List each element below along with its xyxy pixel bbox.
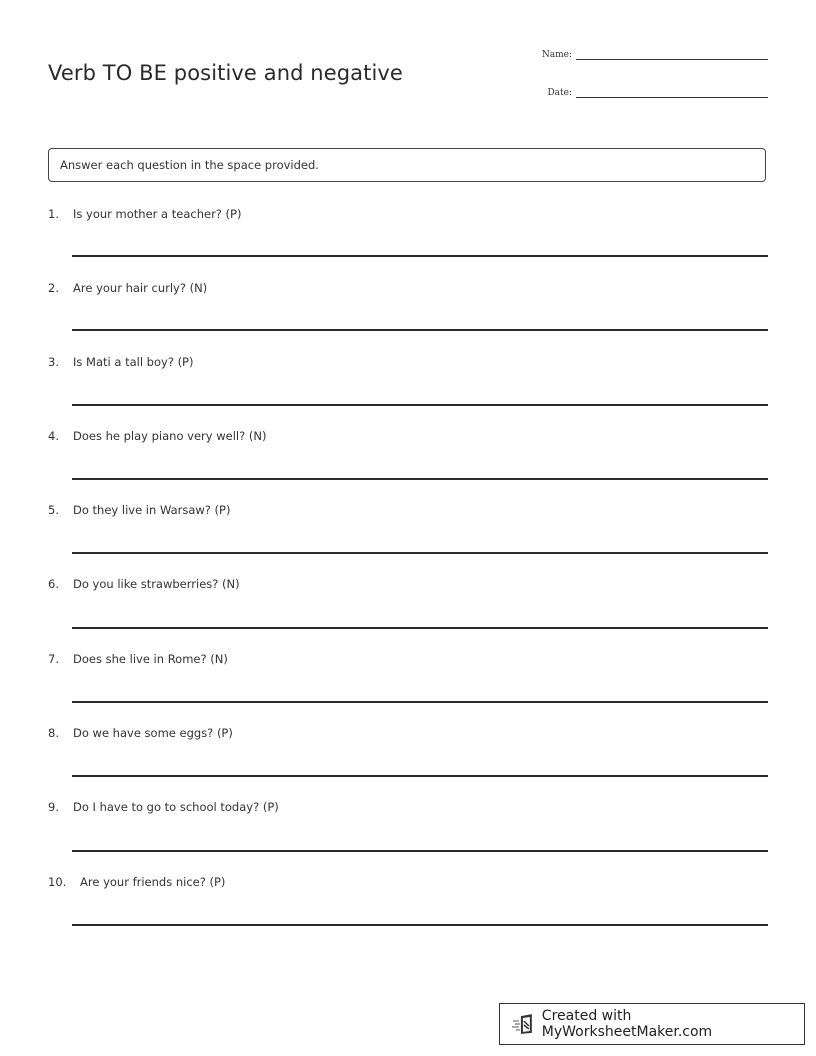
question-text: Do I have to go to school today? (P) xyxy=(73,800,279,814)
question-8 xyxy=(48,726,233,740)
question-number: 10. xyxy=(48,875,67,889)
question-5 xyxy=(48,503,230,517)
question-text: Is your mother a teacher? (P) xyxy=(73,207,242,221)
question-text: Are your hair curly? (N) xyxy=(73,281,208,295)
question-number: 3. xyxy=(48,355,59,369)
question-number: 4. xyxy=(48,429,59,443)
date-field[interactable] xyxy=(547,88,768,98)
question-10 xyxy=(48,875,225,889)
name-line[interactable] xyxy=(576,58,768,60)
date-label: Date: xyxy=(547,88,572,98)
question-text: Are your friends nice? (P) xyxy=(80,875,226,889)
question-1 xyxy=(48,207,241,221)
question-text: Does he play piano very well? (N) xyxy=(73,429,267,443)
question-text: Do we have some eggs? (P) xyxy=(73,726,233,740)
badge-text: Created with MyWorksheetMaker.com xyxy=(541,1008,713,1040)
question-number: 7. xyxy=(48,652,59,666)
question-text: Does she live in Rome? (N) xyxy=(73,652,228,666)
name-field[interactable] xyxy=(542,50,768,60)
question-number: 9. xyxy=(48,800,59,814)
instructions-text: Answer each question in the space provided. xyxy=(60,158,319,172)
question-number: 8. xyxy=(48,726,59,740)
answer-line-5[interactable] xyxy=(72,552,768,554)
question-text: Is Mati a tall boy? (P) xyxy=(73,355,194,369)
question-2 xyxy=(48,281,207,295)
answer-line-9[interactable] xyxy=(72,850,768,852)
answer-line-1[interactable] xyxy=(72,255,768,257)
question-number: 6. xyxy=(48,577,59,591)
question-7 xyxy=(48,652,228,666)
answer-line-3[interactable] xyxy=(72,404,768,406)
question-number: 2. xyxy=(48,281,59,295)
worksheet-maker-logo-icon xyxy=(512,1013,536,1035)
date-line[interactable] xyxy=(576,96,768,98)
answer-line-2[interactable] xyxy=(72,329,768,331)
question-number: 1. xyxy=(48,207,59,221)
answer-line-6[interactable] xyxy=(72,627,768,629)
answer-line-8[interactable] xyxy=(72,775,768,777)
question-text: Do they live in Warsaw? (P) xyxy=(73,503,231,517)
question-6 xyxy=(48,577,240,591)
answer-line-4[interactable] xyxy=(72,478,768,480)
question-3 xyxy=(48,355,193,369)
answer-line-7[interactable] xyxy=(72,701,768,703)
name-label: Name: xyxy=(541,50,572,60)
question-text: Do you like strawberries? (N) xyxy=(73,577,240,591)
answer-line-10[interactable] xyxy=(72,924,768,926)
question-number: 5. xyxy=(48,503,59,517)
created-with-badge[interactable] xyxy=(499,1003,805,1045)
question-4 xyxy=(48,429,266,443)
instructions-box xyxy=(48,148,766,182)
question-9 xyxy=(48,800,279,814)
worksheet-title: Verb TO BE positive and negative xyxy=(48,61,403,86)
